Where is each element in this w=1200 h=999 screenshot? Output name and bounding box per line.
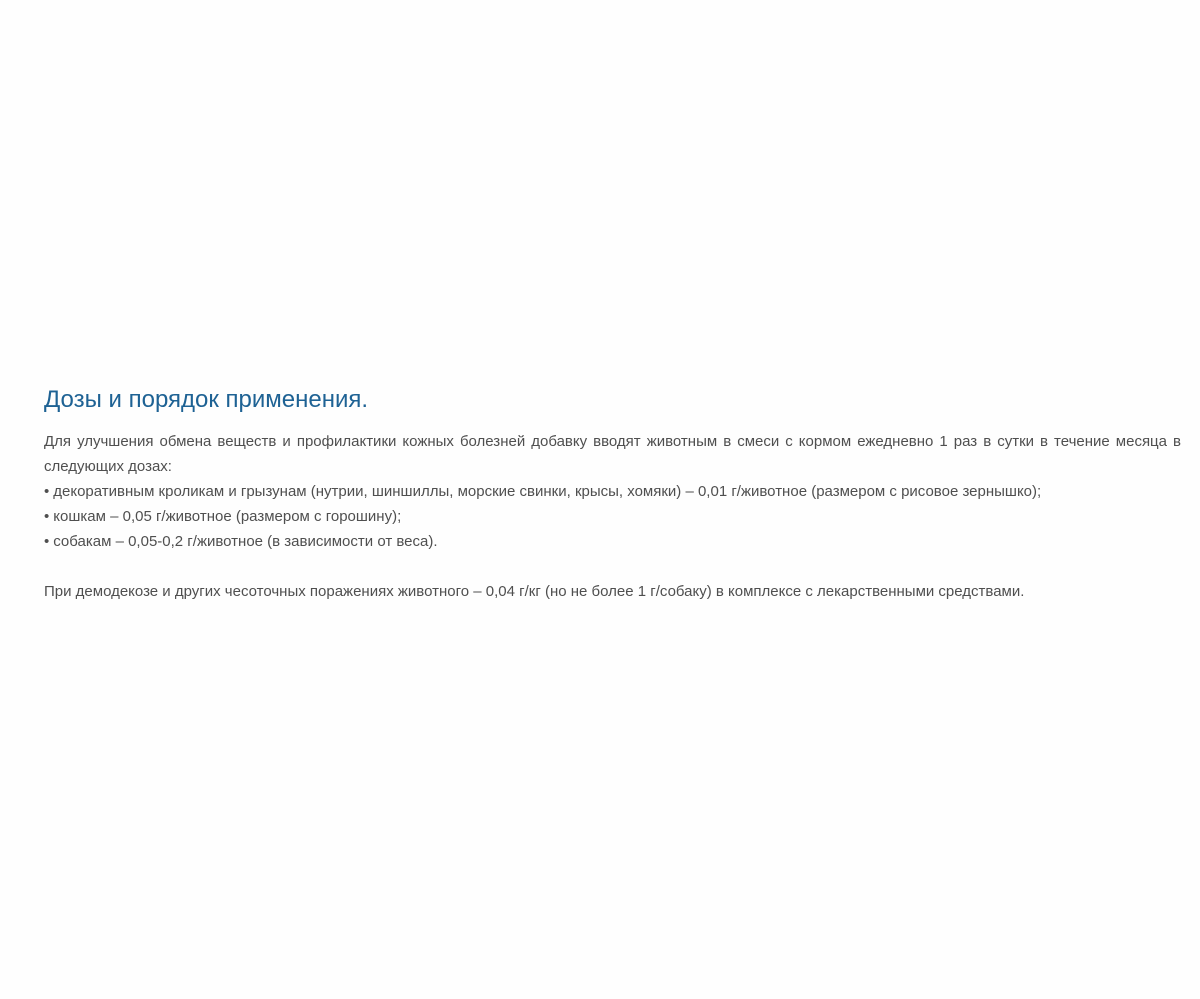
bullet-icon: • (44, 533, 50, 550)
section-title: Дозы и порядок применения. (44, 386, 369, 413)
intro-paragraph: Для улучшения обмена веществ и профилактики кожных болезней добавку вводят животным в смеси с кормом ежедневно 1 раз в сутки в течение месяца в следующих дозах: (44, 433, 1181, 475)
note-paragraph: При демодекозе и других чесоточных поражениях животного – 0,04 г/кг (но не более 1 г/собаку) в комплексе с лекарственными средствами. (44, 583, 1025, 600)
dose-text: декоративным кроликам и грызунам (нутрии, шиншиллы, морские свинки, крысы, хомяки) – 0,01 г/животное (размером с рисовое зернышко); (53, 483, 1042, 500)
dose-text: собакам – 0,05-0,2 г/животное (в зависимости от веса). (53, 533, 438, 550)
bullet-icon: • (44, 483, 50, 500)
list-item (44, 504, 1181, 529)
dose-list (44, 479, 1181, 554)
section-body (44, 429, 1181, 604)
bullet-icon: • (44, 508, 50, 525)
list-item (44, 479, 1181, 504)
list-item (44, 529, 1181, 554)
dose-text: кошкам – 0,05 г/животное (размером с горошину); (53, 508, 402, 525)
dosage-section (44, 384, 1181, 604)
